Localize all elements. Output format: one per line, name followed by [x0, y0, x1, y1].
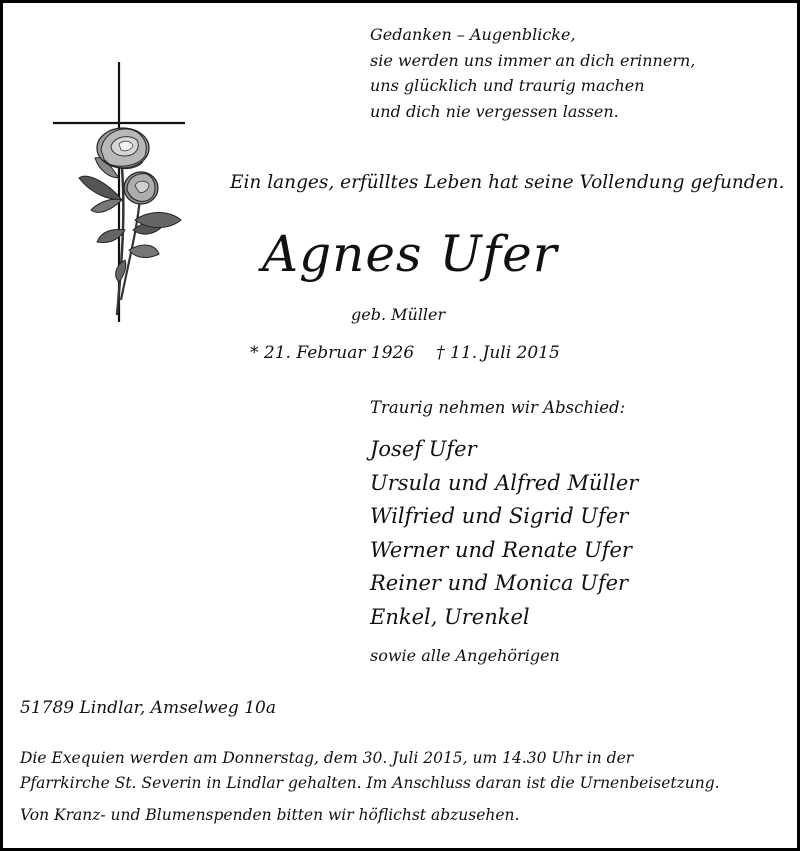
maiden-name: geb. Müller: [351, 305, 446, 324]
mourner-entry: Wilfried und Sigrid Ufer: [370, 504, 629, 528]
deceased-name: Agnes Ufer: [262, 225, 558, 283]
cross-with-roses-icon: [45, 60, 195, 325]
poem-line: und dich nie vergessen lassen.: [370, 101, 619, 121]
death-date: † 11. Juli 2015: [436, 343, 560, 363]
mourner-entry: Enkel, Urenkel: [370, 604, 530, 629]
funeral-notice: [20, 746, 720, 796]
relatives-line: sowie alle Angehörigen: [370, 646, 560, 665]
mourners-list: [370, 433, 638, 634]
funeral-notice-line: Pfarrkirche St. Severin in Lindlar gehalten. Im Anschluss daran ist die Urnenbeisetzung.: [20, 774, 720, 792]
birth-date: * 21. Februar 1926: [250, 343, 415, 363]
poem-line: sie werden uns immer an dich erinnern,: [370, 50, 696, 70]
farewell-heading: Traurig nehmen wir Abschied:: [370, 398, 626, 417]
flowers-note: Von Kranz- und Blumenspenden bitten wir höflichst abzusehen.: [20, 806, 520, 824]
funeral-notice-line: Die Exequien werden am Donnerstag, dem 30. Juli 2015, um 14.30 Uhr in der: [20, 749, 634, 767]
motto: Ein langes, erfülltes Leben hat seine Vollendung gefunden.: [230, 172, 785, 193]
mourner-entry: Josef Ufer: [370, 437, 477, 461]
life-dates: [250, 343, 560, 363]
address: 51789 Lindlar, Amselweg 10a: [20, 698, 276, 718]
mourner-entry: Ursula und Alfred Müller: [370, 470, 639, 495]
poem-line: Gedanken – Augenblicke,: [370, 25, 576, 44]
poem: [370, 22, 695, 124]
mourner-entry: Werner und Renate Ufer: [370, 537, 632, 562]
poem-line: uns glücklich und traurig machen: [370, 76, 645, 95]
mourner-entry: Reiner und Monica Ufer: [370, 571, 629, 595]
